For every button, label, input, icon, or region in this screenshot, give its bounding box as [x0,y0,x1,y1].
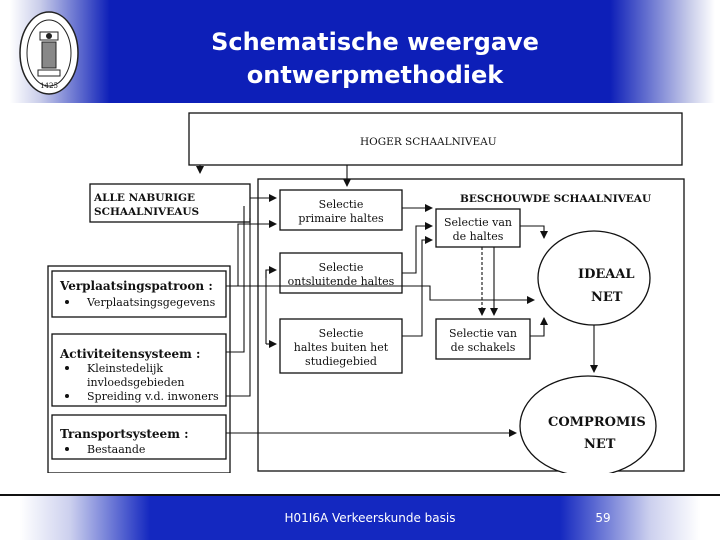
activity-item-2: Spreiding v.d. inwoners [87,390,219,403]
transport-bullet [65,447,69,451]
title-line-1: Schematische weergave [211,28,539,56]
ideal-network-line-2: NET [591,290,623,305]
activity-system-title: Activiteitensysteem : [60,347,201,361]
select-primary-line-2: primaire haltes [298,212,384,225]
line-inputs-bus-1 [226,224,276,286]
activity-bullet-2 [65,394,69,398]
neighbor-levels-line-1: ALLE NABURIGE [94,192,195,204]
arrow-outside-to-stops [402,240,432,336]
transport-system-title: Transportsysteem : [60,427,189,441]
slide-header [0,0,720,103]
select-outside-line-1: Selectie [318,327,364,340]
footer-course-label: H01I6A Verkeerskunde basis [284,511,456,525]
arrow-access-to-stops [402,226,432,273]
arrow-stops-to-ideal [520,226,544,238]
select-primary-line-1: Selectie [318,198,364,211]
travel-pattern-box [52,271,226,317]
considered-level-label: BESCHOUWDE SCHAALNIVEAU [460,193,652,205]
select-access-line-1: Selectie [318,261,364,274]
select-stops-line-2: de haltes [452,230,504,243]
title-line-2: ontwerpmethodiek [246,61,504,89]
select-links-line-2: de schakels [450,341,516,354]
page-number: 59 [595,511,611,525]
compromise-network-line-2: NET [584,437,616,452]
compromise-network-line-1: COMPROMIS [548,415,646,430]
travel-pattern-bullet [65,300,69,304]
higher-level-label: HOGER SCHAALNIVEAU [360,136,497,148]
travel-pattern-item: Verplaatsingsgegevens [87,296,216,309]
seal-year: 1425 [40,82,58,90]
university-seal-icon [18,10,80,96]
select-links-line-1: Selectie van [448,327,518,340]
arrow-to-access [266,270,276,278]
select-stops-line-1: Selectie van [443,216,513,229]
neighbor-levels-line-2: SCHAALNIVEAUS [94,206,200,218]
select-outside-line-2: haltes buiten het [293,341,389,354]
travel-pattern-title: Verplaatsingspatroon : [60,279,213,293]
activity-item-1-line-2: invloedsgebieden [87,376,185,389]
transport-item: Bestaande [87,443,146,456]
design-method-diagram [44,108,688,473]
activity-item-1-line-1: Kleinstedelijk [87,362,164,375]
select-outside-line-3: studiegebied [305,355,377,368]
activity-bullet-1 [65,366,69,370]
select-access-line-2: ontsluitende haltes [287,275,395,288]
line-inputs-bus-2 [226,206,244,352]
ideal-network-line-1: IDEAAL [578,267,635,282]
arrow-links-to-ideal [530,318,544,336]
slide-title [130,26,620,92]
